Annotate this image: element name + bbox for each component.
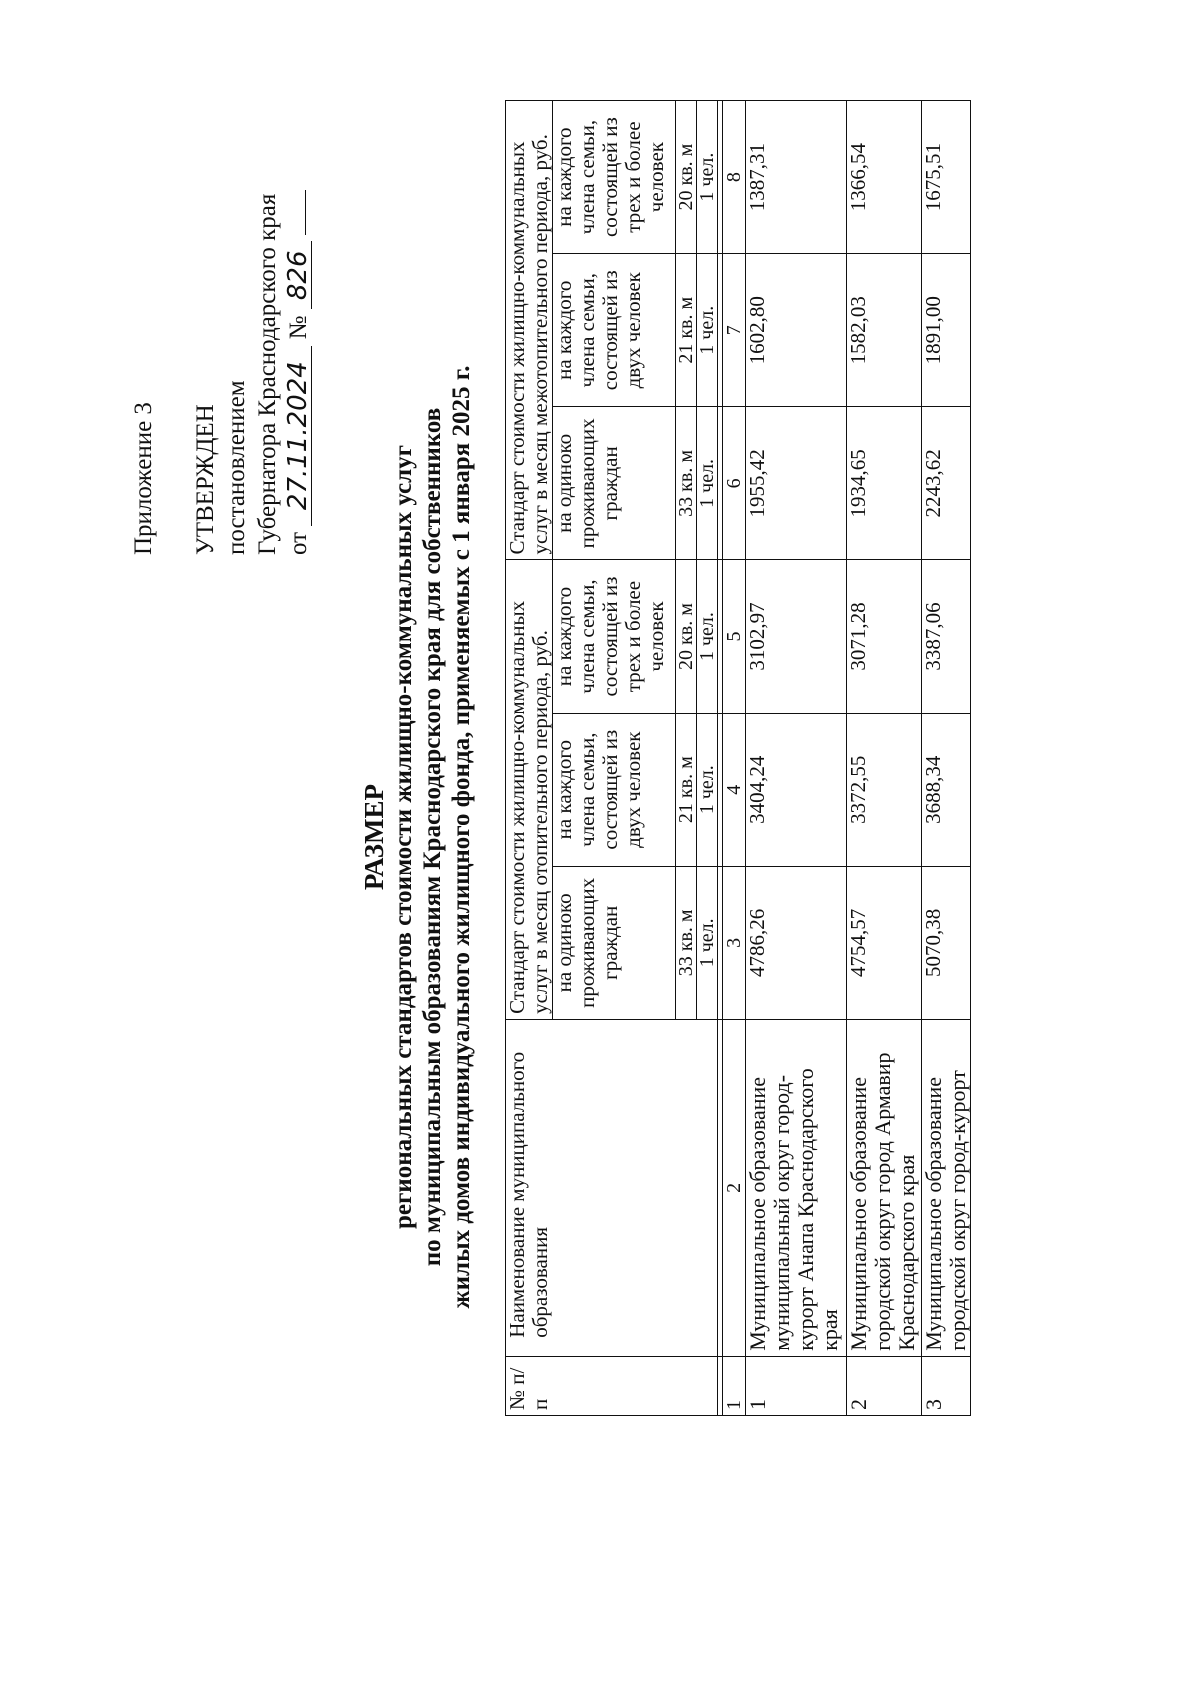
signature-line [305, 190, 306, 235]
row-value: 1582,03 [847, 254, 922, 407]
row-num: 2 [847, 1356, 922, 1415]
area-cell: 21 кв. м [676, 254, 697, 407]
row-value: 1387,31 [746, 101, 847, 254]
person-cell: 1 чел. [697, 713, 718, 866]
row-value: 1934,65 [847, 407, 922, 560]
row-name: Муниципальное образование городской округ город Армавир Краснодарского края [847, 1019, 922, 1356]
appendix-label: Приложение 3 [130, 402, 157, 555]
header-num: № п/п [506, 1356, 718, 1415]
col-number: 3 [723, 866, 746, 1019]
col-number: 6 [723, 407, 746, 560]
approval-status: УТВЕРЖДЕН [192, 404, 219, 555]
row-value: 3102,97 [746, 560, 847, 713]
row-value: 3387,06 [922, 560, 971, 713]
row-value: 4754,57 [847, 866, 922, 1019]
date-prefix: от [285, 531, 312, 555]
person-cell: 1 чел. [697, 560, 718, 713]
person-cell: 1 чел. [697, 254, 718, 407]
header-two: на каждого члена семьи, состоящей из двух человек [553, 713, 676, 866]
row-value: 3404,24 [746, 713, 847, 866]
row-name: Муниципальное образование муниципальный округ город-курорт Анапа Краснодарского края [746, 1019, 847, 1356]
approval-line2: Губернатора Краснодарского края [254, 193, 281, 555]
person-cell: 1 чел. [697, 407, 718, 560]
row-value: 5070,38 [922, 866, 971, 1019]
heading-line4: жилых домов индивидуального жилищного фонда, применяемых с 1 января 2025 г. [448, 365, 475, 1309]
col-number: 7 [723, 254, 746, 407]
approval-line1: постановлением [223, 380, 250, 555]
table-header-row [506, 101, 553, 1416]
row-value: 4786,26 [746, 866, 847, 1019]
column-number-row [723, 101, 746, 1416]
header-heating: Стандарт стоимости жилищно-коммунальных услуг в месяц отопительного периода, руб. [506, 560, 553, 1019]
approval-block [190, 190, 314, 555]
row-value: 1602,80 [746, 254, 847, 407]
col-number: 5 [723, 560, 746, 713]
row-name: Муниципальное образование городской округ город-курорт [922, 1019, 971, 1356]
area-cell: 21 кв. м [676, 713, 697, 866]
table-row [746, 101, 847, 1416]
heading-line3: по муниципальным образованиям Краснодарского края для собственников [419, 407, 446, 1267]
person-cell: 1 чел. [697, 101, 718, 254]
row-value: 2243,62 [922, 407, 971, 560]
col-number: 1 [723, 1356, 746, 1415]
area-cell: 33 кв. м [676, 866, 697, 1019]
handwritten-date: 27.11.2024 [285, 346, 312, 526]
row-value: 3071,28 [847, 560, 922, 713]
document-heading [360, 237, 476, 1437]
standards-table [505, 100, 971, 1416]
row-value: 3688,34 [922, 713, 971, 866]
heading-line2: региональных стандартов стоимости жилищно-коммунальных услуг [390, 444, 417, 1230]
row-value: 1955,42 [746, 407, 847, 560]
number-prefix: № [285, 315, 312, 340]
approval-date-line [283, 190, 314, 555]
row-value: 3372,55 [847, 713, 922, 866]
col-number: 8 [723, 101, 746, 254]
row-num: 3 [922, 1356, 971, 1415]
area-cell: 33 кв. м [676, 407, 697, 560]
col-number: 4 [723, 713, 746, 866]
header-single: на одиноко проживающих граждан [553, 866, 676, 1019]
handwritten-number: 826 [285, 241, 312, 309]
row-value: 1675,51 [922, 101, 971, 254]
person-cell: 1 чел. [697, 866, 718, 1019]
row-num: 1 [746, 1356, 847, 1415]
header-name: Наименование муниципального образования [506, 1019, 718, 1356]
header-nonheating: Стандарт стоимости жилищно-коммунальных услуг в месяц межотопительного периода, руб. [506, 101, 553, 560]
row-value: 1366,54 [847, 101, 922, 254]
table-row [922, 101, 971, 1416]
area-cell: 20 кв. м [676, 101, 697, 254]
header-three-b: на каждого члена семьи, состоящей из трех и более человек [553, 101, 676, 254]
header-three: на каждого члена семьи, состоящей из трех и более человек [553, 560, 676, 713]
table-row [847, 101, 922, 1416]
header-single-b: на одиноко проживающих граждан [553, 407, 676, 560]
heading-title: РАЗМЕР [359, 783, 389, 891]
row-value: 1891,00 [922, 254, 971, 407]
col-number: 2 [723, 1019, 746, 1356]
header-two-b: на каждого члена семьи, состоящей из двух человек [553, 254, 676, 407]
area-cell: 20 кв. м [676, 560, 697, 713]
